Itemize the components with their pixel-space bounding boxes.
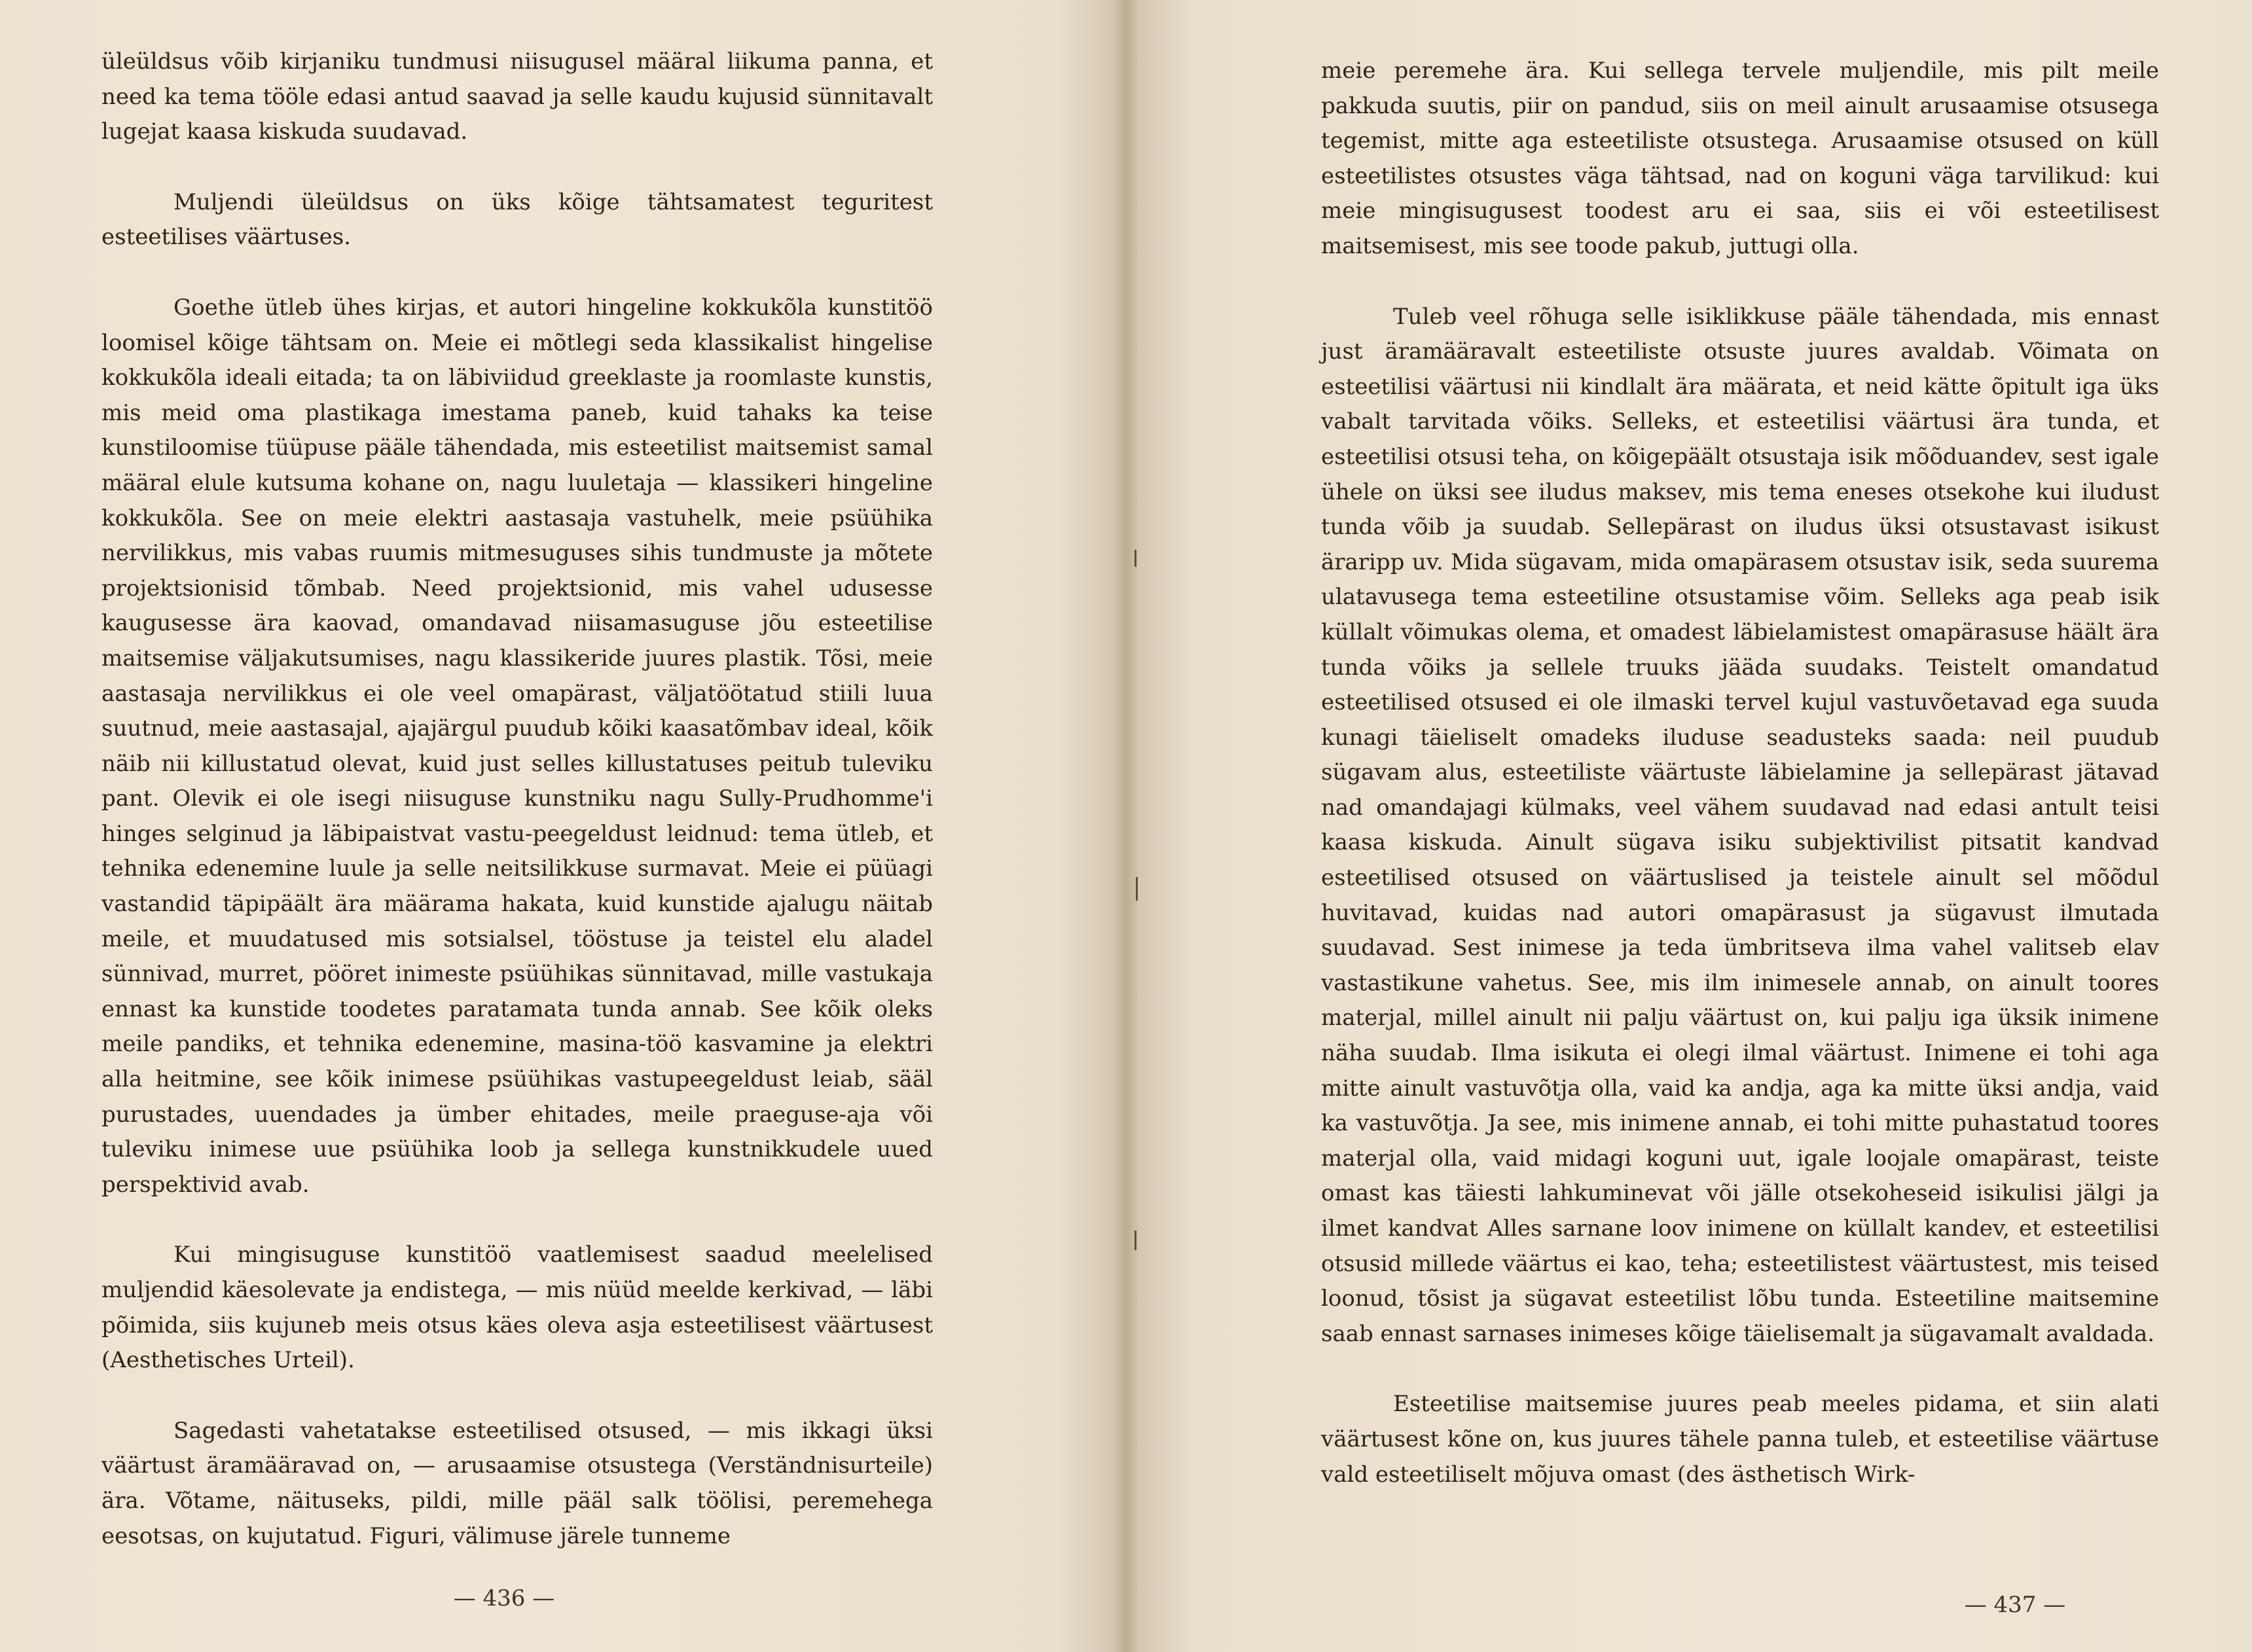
page-number: — 437 — <box>1964 1592 2066 1618</box>
paragraph: Muljendi üleüldsus on üks kõige tähtsamatest teguritest esteetilises väärtuses. <box>101 189 933 251</box>
page-number: — 436 — <box>453 1585 555 1611</box>
paragraph: Goethe ütleb ühes kirjas, et autori hingeline kokkukõla kunstitöö loomisel kõige tähtsam on. Meie ei mõtlegi seda klassikalist hingelise kokkukõla ideali eitada; ta on läbiviidud greeklaste ja roomlaste kunstis, mis meid oma plastikaga imestama paneb, kuid tahaks ka teise kunstiloomise tüüpuse pääle tähendada, mis esteetilist maitsemist samal määral elule kutsuma kohane on, nagu luuletaja — klassikeri hingeline kokkukõla. See on meie elektri aastasaja vastuhelk, meie psüühika nervilikkus, mis vabas ruumis mitmesuguses sihis tundmuste ja mõtete projektsionisid tõmbab. Need projektsionid, mis vahel udusesse kaugusesse ära kaovad, omandavad niisamasuguse jõu esteetilise maitsemise väljakutsumises, nagu klassikeride juures plastik. Tõsi, meie aastasaja nervilikkus ei ole veel omapärast, väljatöötatud stiili luua suutnud, meie aastasajal, ajajärgul puudub kõiki kaasatõmbav ideal, kõik näib nii killustatud olevat, kuid just selles killustatuses peitub tuleviku pant. Olevik ei ole isegi niisuguse kunstniku nagu Sully-Prudhomme'i hinges selginud ja läbipaistvat vastu-peegeldust leidnud: tema ütleb, et tehnika edenemine luule ja selle neitsilikkuse surmavat. Meie ei püüagi vastandid täpipäält ära määrama hakata, kuid kunstide ajalugu näitab meile, et muudatused mis sotsialsel, tööstuse ja teistel elu aladel sünnivad, murret, pööret inimeste psüühikas sünnitavad, mille vastukaja ennast ka kunstide toodetes paratamata tunda annab. See kõik oleks meile pandiks, et tehnika edenemine, masina-töö kasvamine ja elektri alla heitmine, see kõik inimese psüühikas vastupeegeldust leiab, sääl purustades, uuendades ja ümber ehitades, meile praeguse-aja või tuleviku inimese uue psüühika loob ja sellega kunstnikkudele uued perspektivid avab. <box>101 294 933 1198</box>
paragraph: Tuleb veel rõhuga selle isiklikkuse pääle tähendada, mis ennast just äramääravalt esteetiliste otsuste juures avaldab. Võimata on esteetilisi väärtusi nii kindlalt ära määrata, et neid kätte õpitult iga üks vabalt tarvitada võiks. Selleks, et esteetilisi väärtusi ära tunda, et esteetilisi otsusi teha, on kõigepäält otsustaja isik mõõduandev, sest igale ühele on üksi see iludus maksev, mis tema eneses otsekohe kui iludust tunda võib ja suudab. Sellepärast on iludus üksi otsustavast isikust äraripp uv. Mida sügavam, mida omapärasem otsustav isik, seda suurema ulatavusega tema esteetiline otsustamise võim. Selleks aga peab isik küllalt võimukas olema, et omadest läbielamistest omapärasuse häält ära tunda võiks ja sellele truuks jääda suudaks. Teistelt omandatud esteetilised otsused ei ole ilmaski tervel kujul vastuvõetavad ega suuda kunagi täieliselt omadeks iluduse seadusteks saada: neil puudub sügavam alus, esteetiliste väärtuste läbielamine ja sellepärast jätavad nad omandajagi külmaks, veel vähem suudavad nad edasi antult teisi kaasa kiskuda. Ainult sügava isiku subjektivilist pitsatit kandvad esteetilised otsused on väärtuslised ja teistele ainult sel mõõdul huvitavad, kuidas nad autori omapärasust ja sügavust ilmutada suudavad. Sest inimese ja teda ümbritseva ilma vahel valitseb elav vastastikune vahetus. See, mis ilm inimesele annab, on ainult toores materjal, millel ainult nii palju väärtust on, kui palju iga üksik inimene näha suudab. Ilma isikuta ei olegi ilmal väärtust. Inimene ei tohi aga mitte ainult vastuvõtja olla, vaid ka andja, aga ka mitte üksi andja, vaid ka vastuvõtja. Ja see, mis inimene annab, ei tohi mitte puhastatud toores materjal olla, vaid midagi koguni uut, igale loojale omapärast, teiste omast kas täiesti lahkuminevat või jälle otsekoheseid isikulisi jälgi ja ilmet kandvat Alles sarnane loov inimene on küllalt kandev, et esteetilisi otsusid millede väärtus ei kao, teha; esteetilistest väärtustest, mis teised loonud, tõsist ja sügavat esteetilist lõbu tunda. Esteetiline maitsemine saab ennast sarnases inimeses kõige täielisemalt ja sügavamalt avaldada. <box>1321 303 2159 1347</box>
left-text-column <box>101 45 933 1554</box>
paragraph: Kui mingisuguse kunstitöö vaatlemisest saadud meelelised muljendid käesolevate ja endistega, — mis nüüd meelde kerkivad, — läbi põimida, siis kujuneb meis otsus käes oleva asja esteetilisest väärtusest (Aesthetisches Urteil). <box>101 1242 933 1374</box>
paragraph: meie peremehe ära. Kui sellega tervele muljendile, mis pilt meile pakkuda suutis, piir on pandud, siis on meil ainult arusaamise otsusega tegemist, mitte aga esteetiliste otsustega. Arusaamise otsused on küll esteetilistes otsustes väga tähtsad, nad on koguni väga tarvilikud: kui meie mingisugusest toodest aru ei saa, siis ei või esteetilisest maitsemisest, mis see toode pakub, juttugi olla. <box>1321 58 2159 259</box>
right-text-column <box>1321 54 2159 1492</box>
paragraph: Sagedasti vahetatakse esteetilised otsused, — mis ikkagi üksi väärtust äramääravad on, — arusaamise otsustega (Verständnisurteile) ära. Võtame, näituseks, pildi, mille pääl salk töölisi, peremehega eesotsas, on kujutatud. Figuri, välimuse järele tunneme <box>101 1417 933 1549</box>
paragraph: üleüldsus võib kirjaniku tundmusi niisugusel määral liikuma panna, et need ka tema tööle edasi antud saavad ja selle kaudu kujusid sünnitavalt lugejat kaasa kiskuda suudavad. <box>101 48 933 145</box>
right-page <box>1126 0 2252 1652</box>
paragraph: Esteetilise maitsemise juures peab meeles pidama, et siin alati väärtusest kõne on, kus juures tähele panna tuleb, et esteetilise väärtuse vald esteetiliselt mõjuva omast (des ästhetisch Wirk- <box>1321 1391 2159 1488</box>
